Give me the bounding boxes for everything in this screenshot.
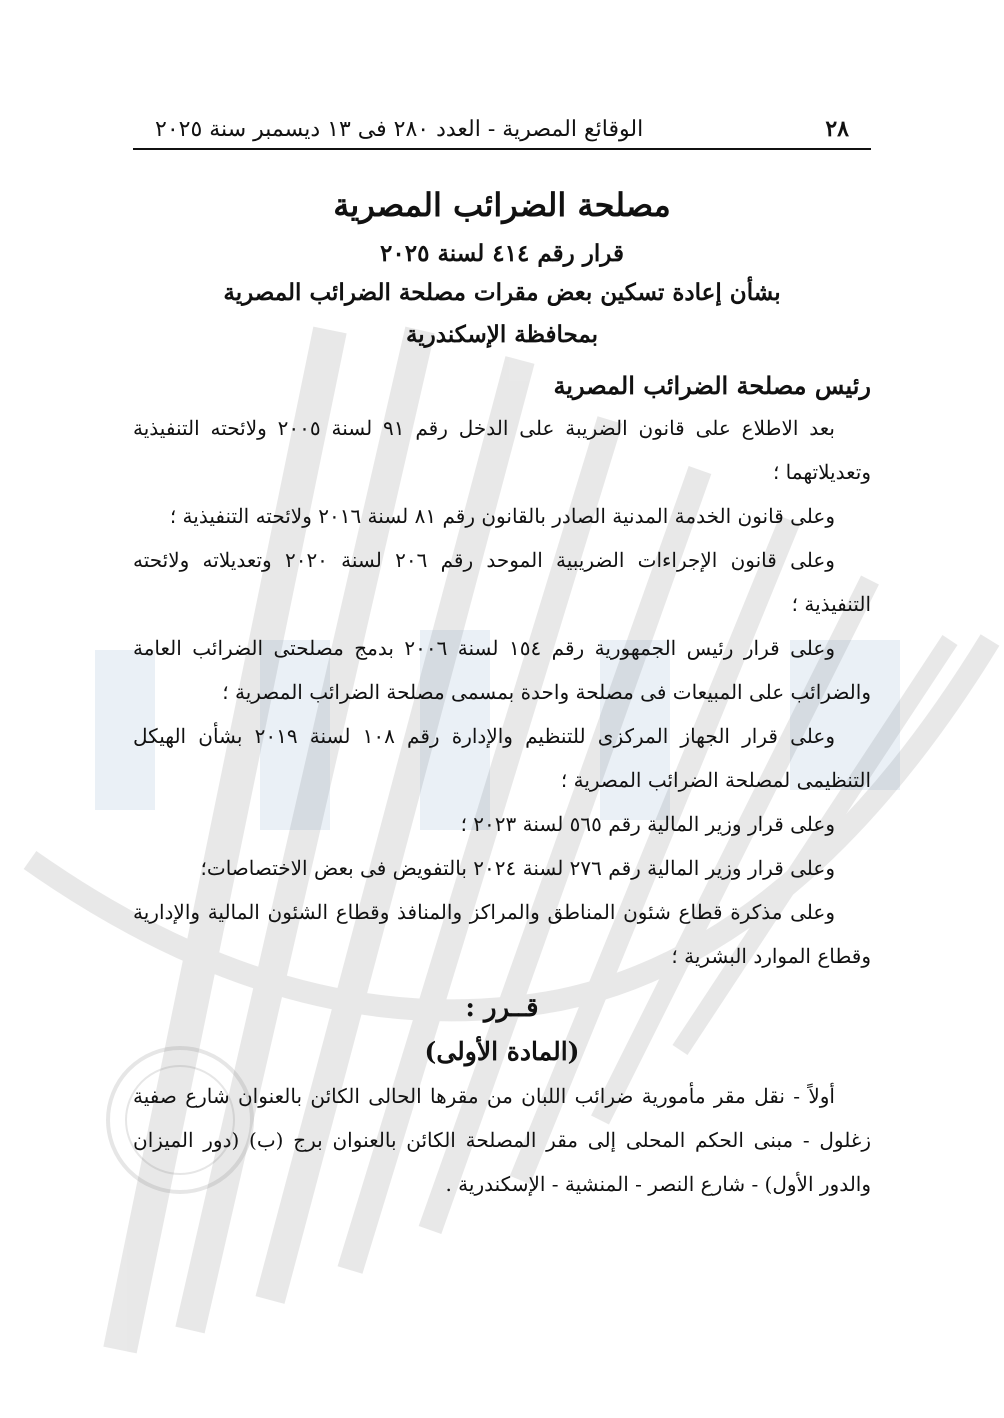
decided-heading: قــرر : — [465, 993, 539, 1023]
authority-title: مصلحة الضرائب المصرية — [333, 186, 671, 224]
preamble-clause: وعلى قانون الخدمة المدنية الصادر بالقانون رقم ٨١ لسنة ٢٠١٦ ولائحته التنفيذية ؛ — [169, 504, 835, 528]
gazette-page — [133, 110, 871, 1206]
preamble-clause: وعلى قرار الجهاز المركزى للتنظيم والإدارة رقم ١٠٨ لسنة ٢٠١٩ بشأن الهيكل التنظيمى لمصلحة الضرائب المصرية ؛ — [133, 724, 871, 792]
preamble-clause: بعد الاطلاع على قانون الضريبة على الدخل رقم ٩١ لسنة ٢٠٠٥ ولائحته التنفيذية وتعديلاتهما ؛ — [133, 416, 871, 484]
article-heading: (المادة الأولى) — [424, 1037, 580, 1066]
subject-line-2: بمحافظة الإسكندرية — [405, 321, 599, 348]
publication-line: الوقائع المصرية - العدد ٢٨٠ فى ١٣ ديسمبر سنة ٢٠٢٥ — [155, 117, 644, 142]
preamble-clause: وعلى قرار وزير المالية رقم ٢٧٦ لسنة ٢٠٢٤ بالتفويض فى بعض الاختصاصات؛ — [200, 856, 835, 880]
preamble-clause: وعلى قرار وزير المالية رقم ٥٦٥ لسنة ٢٠٢٣ ؛ — [460, 812, 835, 836]
article-text: أولاً - نقل مقر مأمورية ضرائب اللبان من مقرها الحالى الكائن بالعنوان شارع صفية زغلول - مبنى الحكم المحلى إلى مقر المصلحة الكائن بالعنوان برج (ب) (دور الميزان والدور الأول) - شارع النصر - المنشية - الإسكندرية . — [133, 1084, 871, 1196]
issuer-heading: رئيس مصلحة الضرائب المصرية — [553, 371, 871, 400]
preamble-clause: وعلى قرار رئيس الجمهورية رقم ١٥٤ لسنة ٢٠٠٦ بدمج مصلحتى الضرائب العامة والضرائب على المبيعات فى مصلحة واحدة بمسمى مصلحة الضرائب المصرية ؛ — [133, 636, 871, 704]
preamble-clause: وعلى مذكرة قطاع شئون المناطق والمراكز والمنافذ وقطاع الشئون المالية والإدارية وقطاع الموارد البشرية ؛ — [133, 900, 871, 968]
page-header — [133, 110, 871, 150]
decree-title: قرار رقم ٤١٤ لسنة ٢٠٢٥ — [380, 240, 624, 267]
preamble-clause: وعلى قانون الإجراءات الضريبية الموحد رقم ٢٠٦ لسنة ٢٠٢٠ وتعديلاته ولائحته التنفيذية ؛ — [133, 548, 871, 616]
page-number: ٢٨ — [825, 116, 849, 142]
subject-line-1: بشأن إعادة تسكين بعض مقرات مصلحة الضرائب المصرية — [223, 279, 781, 306]
